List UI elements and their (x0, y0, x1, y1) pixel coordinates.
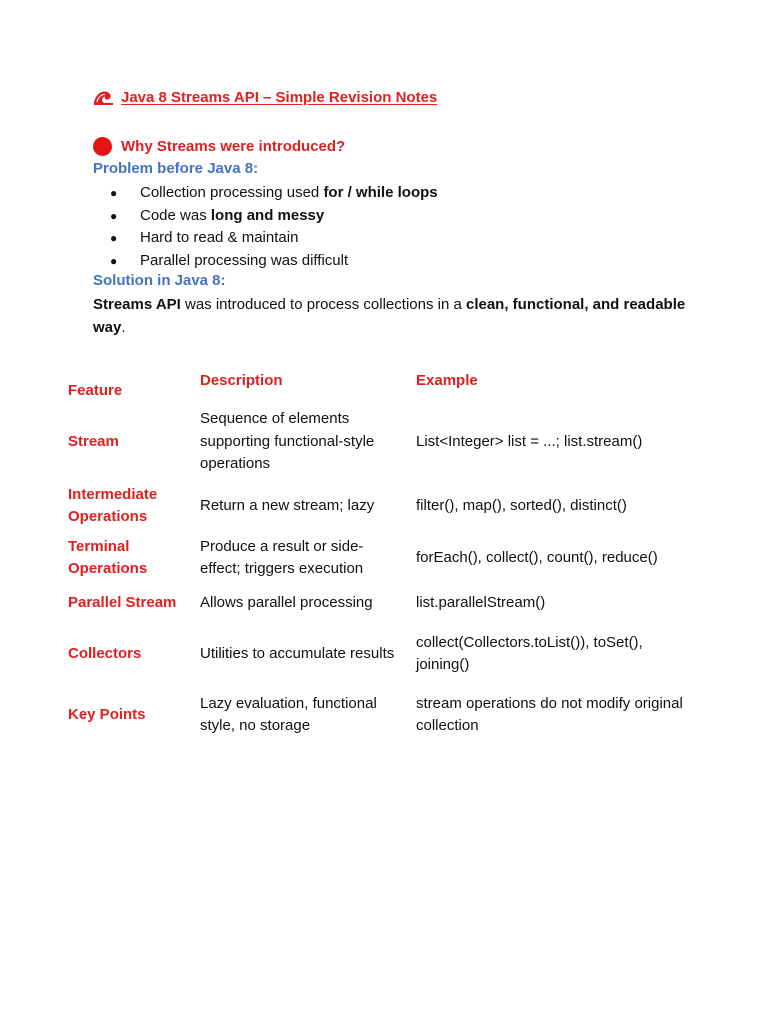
problem-heading: Problem before Java 8: (93, 160, 259, 177)
bullet-icon: ● (110, 231, 118, 245)
bullet-icon: ● (110, 186, 118, 200)
problem-list (110, 182, 438, 272)
example-cell: list.parallelStream() (416, 593, 546, 611)
document-title (93, 88, 437, 106)
feature-cell: Collectors (68, 644, 142, 662)
list-item: ● Hard to read & maintain (110, 227, 438, 250)
solution-heading: Solution in Java 8: (93, 272, 226, 289)
description-cell: Return a new stream; lazy (200, 496, 375, 514)
document-title-text: Java 8 Streams API – Simple Revision Notes (121, 88, 438, 106)
red-circle-icon (93, 137, 112, 156)
header-feature: Feature (68, 381, 123, 399)
example-cell: stream operations do not modify original collection (416, 694, 683, 734)
feature-cell: Intermediate Operations (68, 485, 158, 525)
example-cell: collect(Collectors.toList()), toSet(), joining() (416, 633, 643, 673)
wave-icon (93, 88, 115, 106)
description-cell: Produce a result or side-effect; triggers execution (200, 537, 364, 577)
feature-cell: Terminal Operations (68, 537, 148, 577)
feature-table (60, 370, 694, 742)
description-cell: Sequence of elements supporting functional-style operations (200, 410, 375, 473)
bullet-icon: ● (110, 208, 118, 223)
feature-cell: Parallel Stream (68, 593, 177, 611)
description-cell: Allows parallel processing (200, 593, 373, 611)
example-cell: filter(), map(), sorted(), distinct() (416, 496, 627, 514)
header-description: Description (200, 372, 283, 389)
list-item: ● Parallel processing was difficult (110, 250, 438, 273)
description-cell: Lazy evaluation, functional style, no storage (200, 694, 377, 734)
section-heading (93, 137, 345, 156)
feature-cell: Key Points (68, 705, 146, 723)
table-header-row (60, 370, 694, 402)
table-row (60, 482, 694, 530)
table-row (60, 688, 694, 742)
solution-paragraph: Streams API was introduced to process collections in a clean, functional, and readable way. (93, 296, 686, 336)
table-row (60, 620, 694, 688)
table-row (60, 586, 694, 620)
feature-cell: Stream (68, 432, 119, 450)
table-row (60, 402, 694, 482)
header-example: Example (416, 372, 478, 389)
description-cell: Utilities to accumulate results (200, 644, 395, 662)
section-heading-text: Why Streams were introduced? (121, 138, 346, 155)
bullet-icon: ● (110, 253, 118, 268)
list-item: ● Collection processing used for / while loops (110, 182, 438, 205)
list-item: ● Code was long and messy (110, 205, 438, 228)
example-cell: forEach(), collect(), count(), reduce() (416, 548, 658, 566)
example-cell: List<Integer> list = ...; list.stream() (416, 432, 643, 450)
table-row (60, 530, 694, 586)
